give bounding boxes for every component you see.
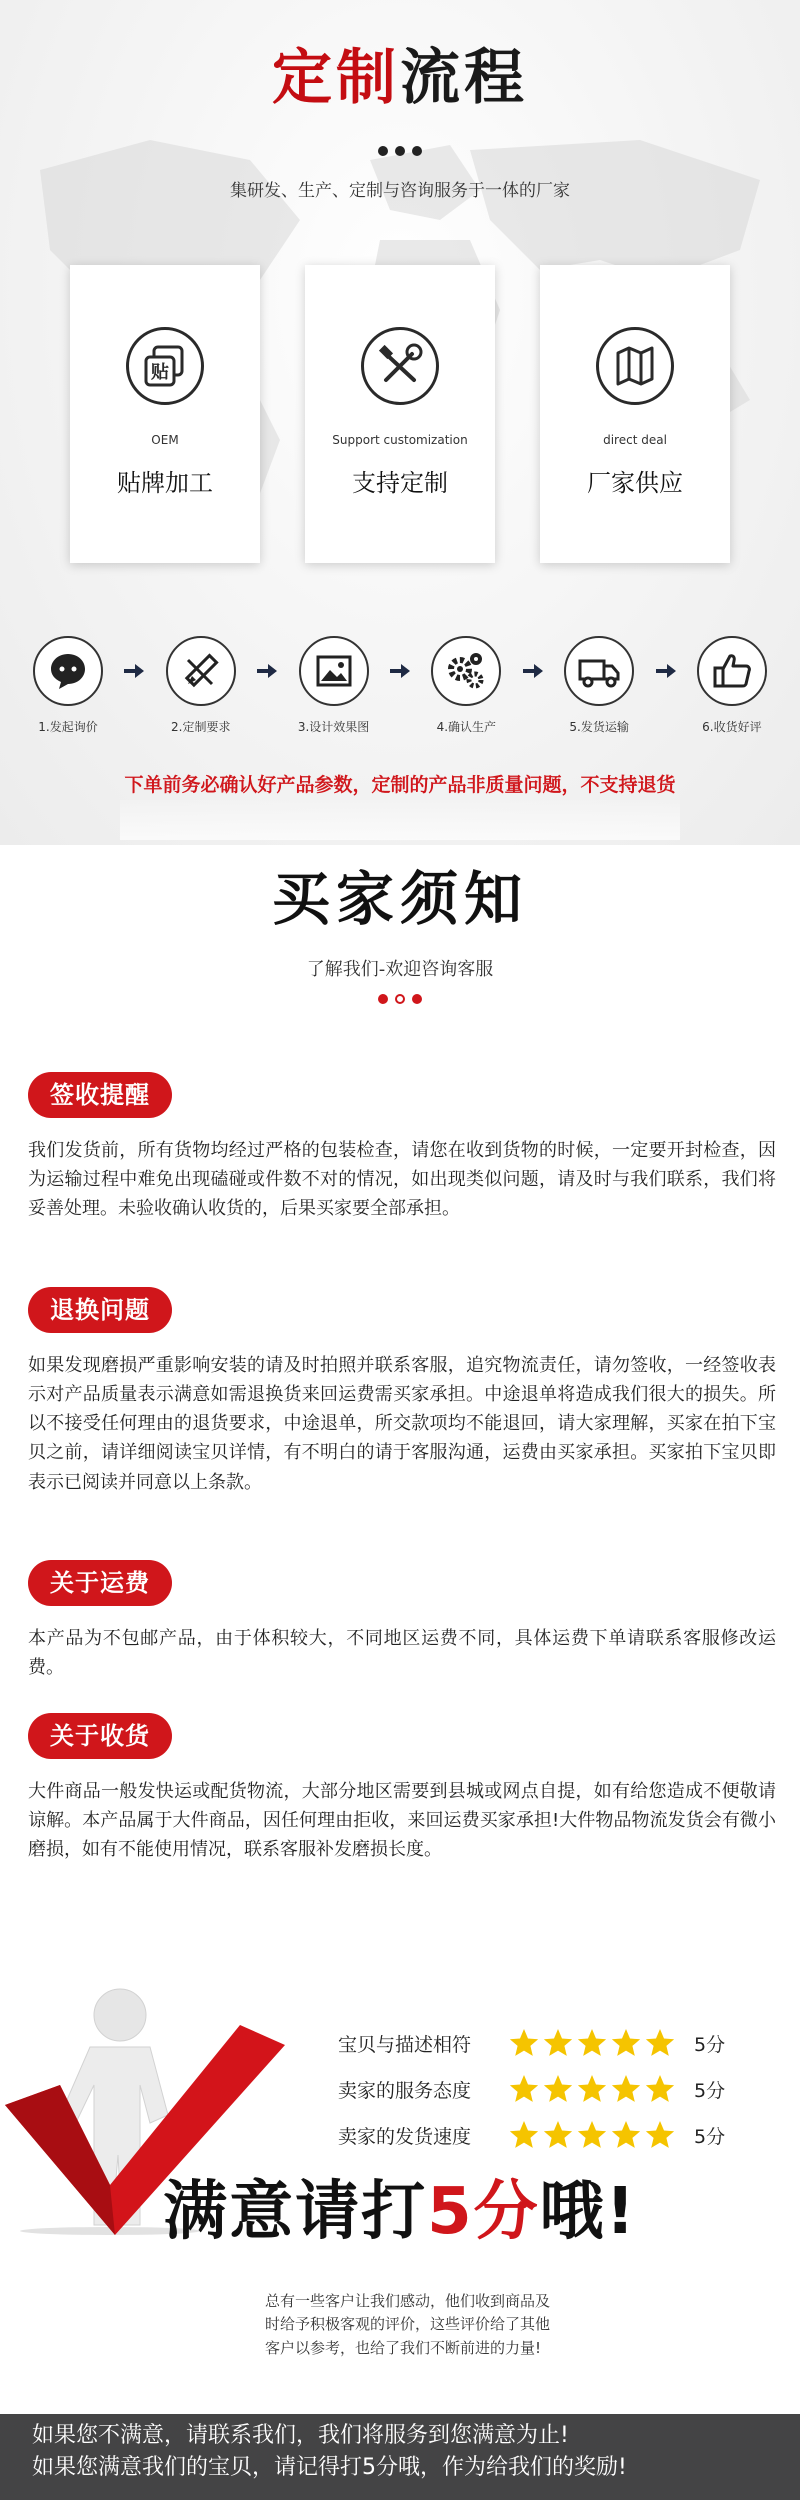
step-label: 5.发货运输: [569, 720, 629, 734]
card-customization: [305, 265, 495, 563]
no-return-warning: 下单前务必确认好产品参数，定制的产品非质量问题，不支持退货: [124, 774, 676, 796]
process-steps: [22, 636, 778, 735]
title-dots: [0, 146, 800, 156]
process-section: [0, 0, 800, 845]
headline-pre: 满意请打: [163, 2175, 428, 2249]
section-heading: 关于收货: [28, 1713, 172, 1759]
rating-label: 卖家的服务态度: [338, 2079, 472, 2102]
star-icon: [610, 2119, 642, 2151]
rating-label: 卖家的发货速度: [338, 2125, 472, 2148]
step-label: 2.定制要求: [171, 720, 231, 734]
thumbs-up-icon: [697, 636, 767, 706]
star-icon: [508, 2073, 540, 2105]
star-icon: [576, 2073, 608, 2105]
star-icon: [644, 2073, 676, 2105]
notice-subtitle: 了解我们-欢迎咨询客服: [306, 959, 494, 980]
rating-label: 宝贝与描述相符: [338, 2033, 472, 2056]
star-icon: [644, 2027, 676, 2059]
arrow-right-icon: [523, 664, 543, 678]
star-icon: [542, 2073, 574, 2105]
star-icon: [610, 2027, 642, 2059]
truck-icon: [564, 636, 634, 706]
star-icon: [508, 2027, 540, 2059]
rating-row: [338, 2066, 725, 2112]
card-direct-deal-en: direct deal: [603, 433, 667, 447]
rating-score: 5分: [694, 2079, 726, 2102]
chat-bubble-icon: [33, 636, 103, 706]
step-requirements: [155, 636, 247, 735]
headline-post: 哦!: [539, 2175, 637, 2249]
section-heading: 退换问题: [28, 1287, 172, 1333]
paste-label-icon: [126, 327, 204, 405]
card-oem-en: OEM: [151, 433, 179, 447]
pencil-ruler-icon: [166, 636, 236, 706]
section-text: 如果发现磨损严重影响安装的请及时拍照并联系客服，追究物流责任，请勿签收，一经签收表示对产品质量表示满意如需退换货来回运费需买家承担。中途退单将造成我们很大的损失。所以不接受任何理由的退货要求，中途退单，所交款项均不能退回，请大家理解，买家在拍下宝贝之前，请详细阅读宝贝详情，有不明白的请于客服沟通，运费由买家承担。买家拍下宝贝即表示已阅读并同意以上条款。: [28, 1355, 776, 1493]
rating-row: [338, 2020, 725, 2066]
section-heading: 签收提醒: [28, 1072, 172, 1118]
star-icon: [508, 2119, 540, 2151]
tools-icon: [361, 327, 439, 405]
process-title-rest: 流程: [400, 43, 528, 113]
card-direct-deal-zh: 厂家供应: [587, 469, 683, 497]
section-text: 我们发货前，所有货物均经过严格的包装检查，请您在收到货物的时候，一定要开封检查，因为运输过程中难免出现磕碰或件数不对的情况，如出现类似问题，请及时与我们联系，我们将妥善处理。未验收确认收货的，后果买家要全部承担。: [28, 1140, 776, 1220]
section-text: 本产品为不包邮产品，由于体积较大，不同地区运费不同，具体运费下单请联系客服修改运费。: [28, 1628, 776, 1679]
process-title-accent: 定制: [272, 43, 400, 113]
star-rating: [508, 2119, 684, 2151]
notice-section-signing: [28, 1072, 776, 1223]
step-label: 3.设计效果图: [297, 720, 370, 734]
star-rating: [508, 2073, 684, 2105]
paste-label-glyph: 贴: [151, 362, 169, 383]
card-customization-zh: 支持定制: [352, 469, 448, 497]
star-icon: [576, 2027, 608, 2059]
footer-line-2: 如果您满意我们的宝贝，请记得打5分哦，作为给我们的奖励!: [32, 2454, 627, 2480]
notice-section-receiving: [28, 1713, 776, 1864]
step-label: 1.发起询价: [38, 720, 98, 734]
step-label: 4.确认生产: [436, 720, 497, 734]
step-inquiry: [22, 636, 114, 735]
star-icon: [644, 2119, 676, 2151]
step-review: [686, 636, 778, 735]
map-icon: [596, 327, 674, 405]
step-label: 6.收货好评: [702, 720, 762, 734]
headline-score: 5分: [427, 2175, 540, 2249]
step-design: [288, 636, 380, 735]
rating-rows: [338, 2020, 725, 2158]
notice-section-freight: [28, 1560, 776, 1682]
card-oem: [70, 265, 260, 563]
arrow-right-icon: [656, 664, 676, 678]
gears-icon: [431, 636, 501, 706]
notice-section-returns: [28, 1287, 776, 1497]
card-customization-en: Support customization: [332, 433, 468, 447]
footer-banner: [0, 2414, 800, 2500]
image-icon: [299, 636, 369, 706]
rating-row: [338, 2112, 725, 2158]
notice-dots: [0, 994, 800, 1004]
rating-score: 5分: [694, 2125, 726, 2148]
arrow-right-icon: [390, 664, 410, 678]
section-text: 大件商品一般发快运或配货物流，大部分地区需要到县城或网点自提，如有给您造成不便敬请谅解。本产品属于大件商品，因任何理由拒收，来回运费买家承担!大件物品物流发货会有微小磨损，如有不能使用情况，联系客服补发磨损长度。: [28, 1781, 776, 1861]
process-title: [0, 43, 800, 113]
footer-line-1: 如果您不满意，请联系我们，我们将服务到您满意为止!: [32, 2423, 569, 2448]
star-icon: [610, 2073, 642, 2105]
step-shipping: [553, 636, 645, 735]
card-oem-zh: 贴牌加工: [117, 469, 213, 497]
star-icon: [576, 2119, 608, 2151]
rating-score: 5分: [694, 2033, 726, 2056]
service-cards: [70, 265, 730, 563]
process-subtitle: 集研发、生产、定制与咨询服务于一体的厂家: [230, 181, 570, 201]
section-heading: 关于运费: [28, 1560, 172, 1606]
step-confirm: [420, 636, 512, 735]
star-icon: [542, 2027, 574, 2059]
arrow-right-icon: [257, 664, 277, 678]
rating-description: 总有一些客户让我们感动，他们收到商品及时给予积极客观的评价，这些评价给了其他客户以参考，也给了我们不断前进的力量!: [265, 2292, 551, 2357]
five-star-headline: [0, 2175, 800, 2249]
reflection-decoration: [120, 800, 680, 840]
star-rating: [508, 2027, 684, 2059]
star-icon: [542, 2119, 574, 2151]
card-direct-deal: [540, 265, 730, 563]
notice-title: 买家须知: [271, 865, 528, 933]
arrow-right-icon: [124, 664, 144, 678]
